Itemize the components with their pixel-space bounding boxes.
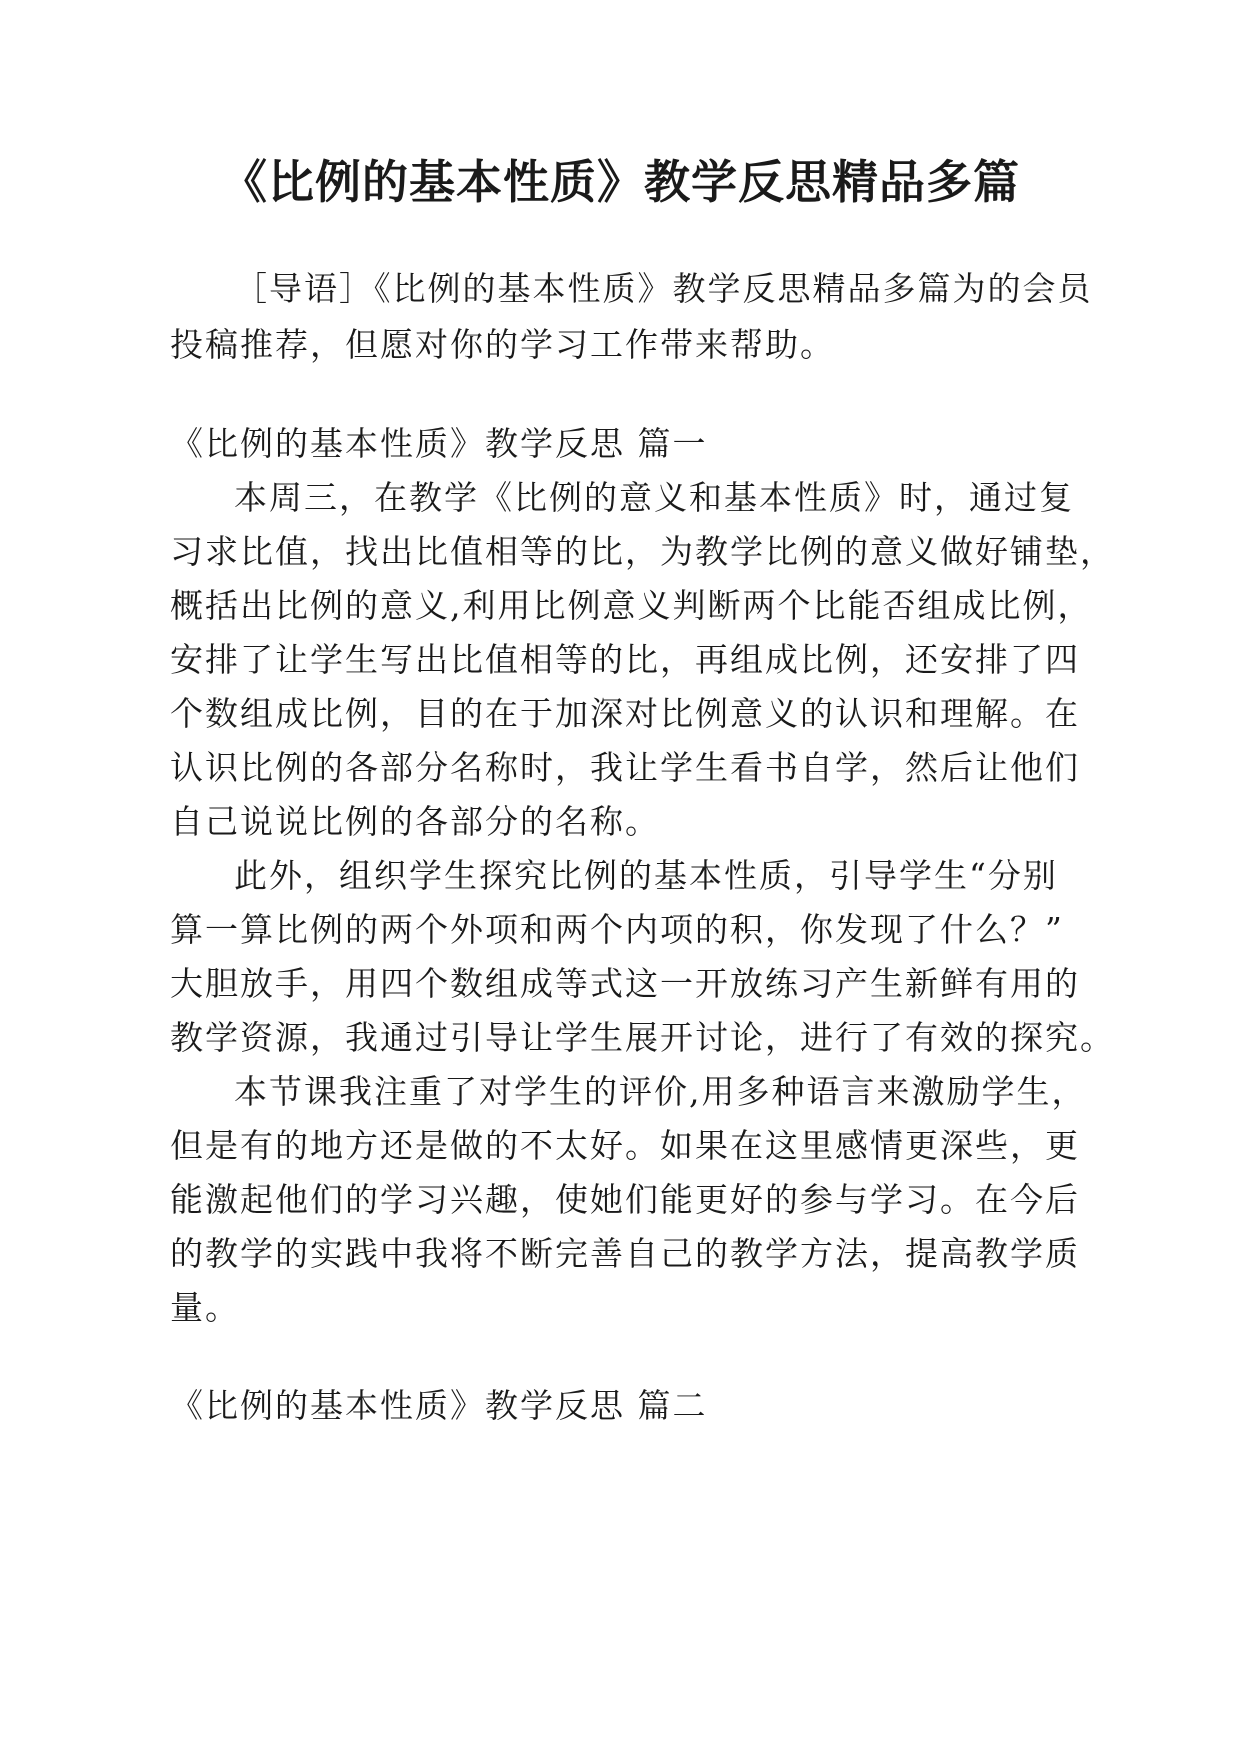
intro-line: ［导语］《比例的基本性质》教学反思精品多篇为的会员 [234, 269, 1093, 308]
paragraph-line: 自己说说比例的各部分的名称。 [170, 802, 660, 841]
paragraph-line: 本节课我注重了对学生的评价,用多种语言来激励学生， [234, 1072, 1087, 1111]
paragraph-line: 教学资源，我通过引导让学生展开讨论，进行了有效的探究。 [170, 1018, 1115, 1057]
paragraph-line: 安排了让学生写出比值相等的比，再组成比例，还安排了四 [170, 640, 1080, 679]
paragraph-line: 认识比例的各部分名称时，我让学生看书自学，然后让他们 [170, 748, 1080, 787]
paragraph-line: 概括出比例的意义,利用比例意义判断两个比能否组成比例， [170, 586, 1093, 625]
paragraph-line: 习求比值，找出比值相等的比，为教学比例的意义做好铺垫， [170, 532, 1115, 571]
paragraph-line: 本周三，在教学《比例的意义和基本性质》时，通过复 [234, 478, 1074, 517]
intro-line: 投稿推荐，但愿对你的学习工作带来帮助。 [170, 325, 835, 364]
paragraph-line: 但是有的地方还是做的不太好。如果在这里感情更深些，更 [170, 1126, 1080, 1165]
paragraph-line: 算一算比例的两个外项和两个内项的积，你发现了什么？” [170, 910, 1064, 949]
section-heading: 《比例的基本性质》教学反思 篇一 [170, 424, 708, 463]
paragraph-line: 量。 [170, 1288, 240, 1327]
paragraph-line: 的教学的实践中我将不断完善自己的教学方法，提高教学质 [170, 1234, 1080, 1273]
paragraph-line: 大胆放手，用四个数组成等式这一开放练习产生新鲜有用的 [170, 964, 1080, 1003]
paragraph-line: 个数组成比例，目的在于加深对比例意义的认识和理解。在 [170, 694, 1080, 733]
paragraph-line: 此外，组织学生探究比例的基本性质，引导学生“分别 [234, 856, 1058, 895]
document-title: 《比例的基本性质》教学反思精品多篇 [221, 155, 1020, 209]
paragraph-line: 能激起他们的学习兴趣，使她们能更好的参与学习。在今后 [170, 1180, 1080, 1219]
section-heading: 《比例的基本性质》教学反思 篇二 [170, 1386, 708, 1425]
